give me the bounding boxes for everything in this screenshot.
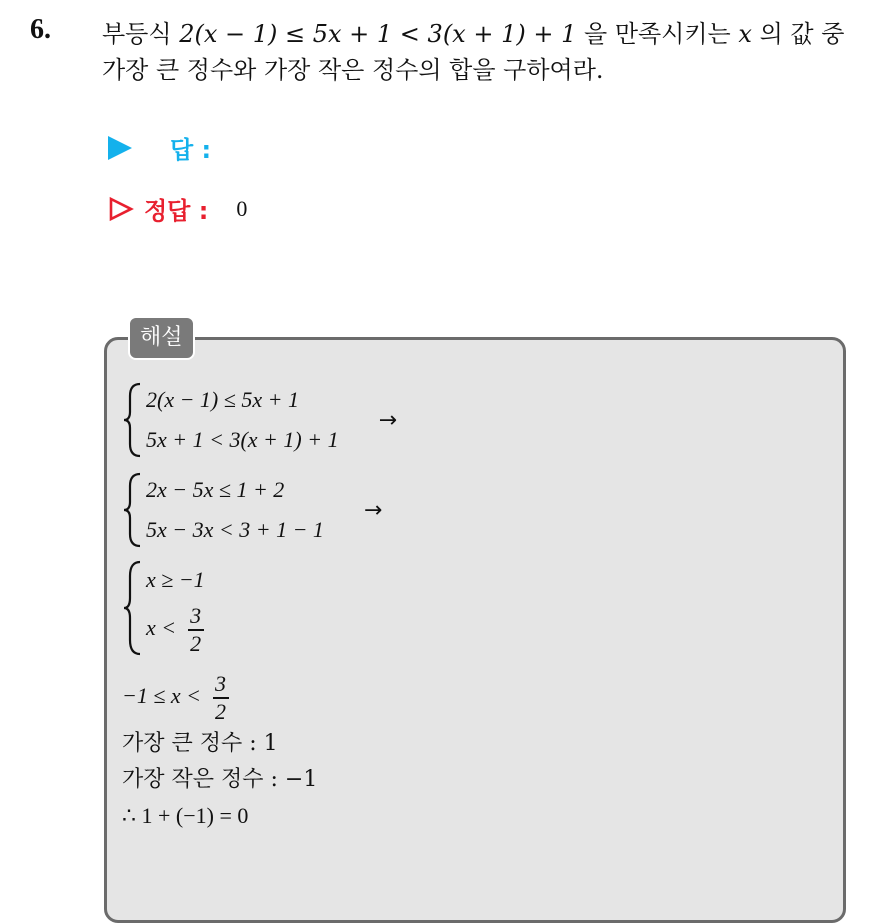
left-brace-icon: [122, 472, 144, 548]
solution-content: [122, 380, 397, 834]
left-brace-icon: [122, 382, 144, 458]
smallest-integer-line: 가장 작은 정수 : −1: [122, 767, 318, 792]
left-brace-icon: [122, 560, 144, 656]
question-line-1: 부등식 2(x − 1) ≤ 5x + 1 < 3(x + 1) + 1 을 만족시키는 x 의 값 중: [102, 20, 845, 48]
answer-row: [108, 130, 211, 165]
question-text: [102, 16, 872, 88]
arrow-icon: →: [363, 497, 383, 523]
question-line-2: 가장 큰 정수와 가장 작은 정수의 합을 구하여라.: [102, 56, 604, 84]
solution-tag: 해설: [128, 316, 195, 360]
outline-triangle-icon: [108, 196, 134, 222]
fraction: $\frac{3}{2}$: [213, 671, 229, 725]
question-number: 6.: [30, 14, 51, 45]
range-line: −1 ≤ x < $\frac{3}{2}$: [122, 666, 397, 726]
system-2-line-2: 5x − 3x < 3 + 1 − 1: [146, 517, 324, 542]
correct-answer-label: 정답 :: [144, 197, 209, 225]
correct-answer-value: 0: [236, 195, 248, 221]
largest-integer-line: 가장 큰 정수 : 1: [122, 731, 278, 756]
fraction: $\frac{3}{2}$: [188, 603, 204, 657]
conclusion-line: ∴ 1 + (−1) = 0: [122, 803, 249, 828]
system-1-line-1: 2(x − 1) ≤ 5x + 1: [146, 387, 299, 412]
inequality: 2(x − 1) ≤ 5x + 1 < 3(x + 1) + 1: [179, 20, 577, 48]
system-3-line-1: x ≥ −1: [146, 567, 205, 592]
system-3-line-2: x < $\frac{3}{2}$: [146, 600, 205, 656]
correct-answer-row: [108, 191, 247, 226]
system-1-line-2: 5x + 1 < 3(x + 1) + 1: [146, 427, 339, 452]
answer-label: 답 :: [170, 136, 212, 164]
arrow-icon: →: [378, 407, 398, 433]
system-3: [122, 560, 397, 656]
system-2-line-1: 2x − 5x ≤ 1 + 2: [146, 477, 285, 502]
system-1: [122, 380, 397, 460]
play-icon: [108, 136, 132, 160]
system-2: [122, 470, 397, 550]
